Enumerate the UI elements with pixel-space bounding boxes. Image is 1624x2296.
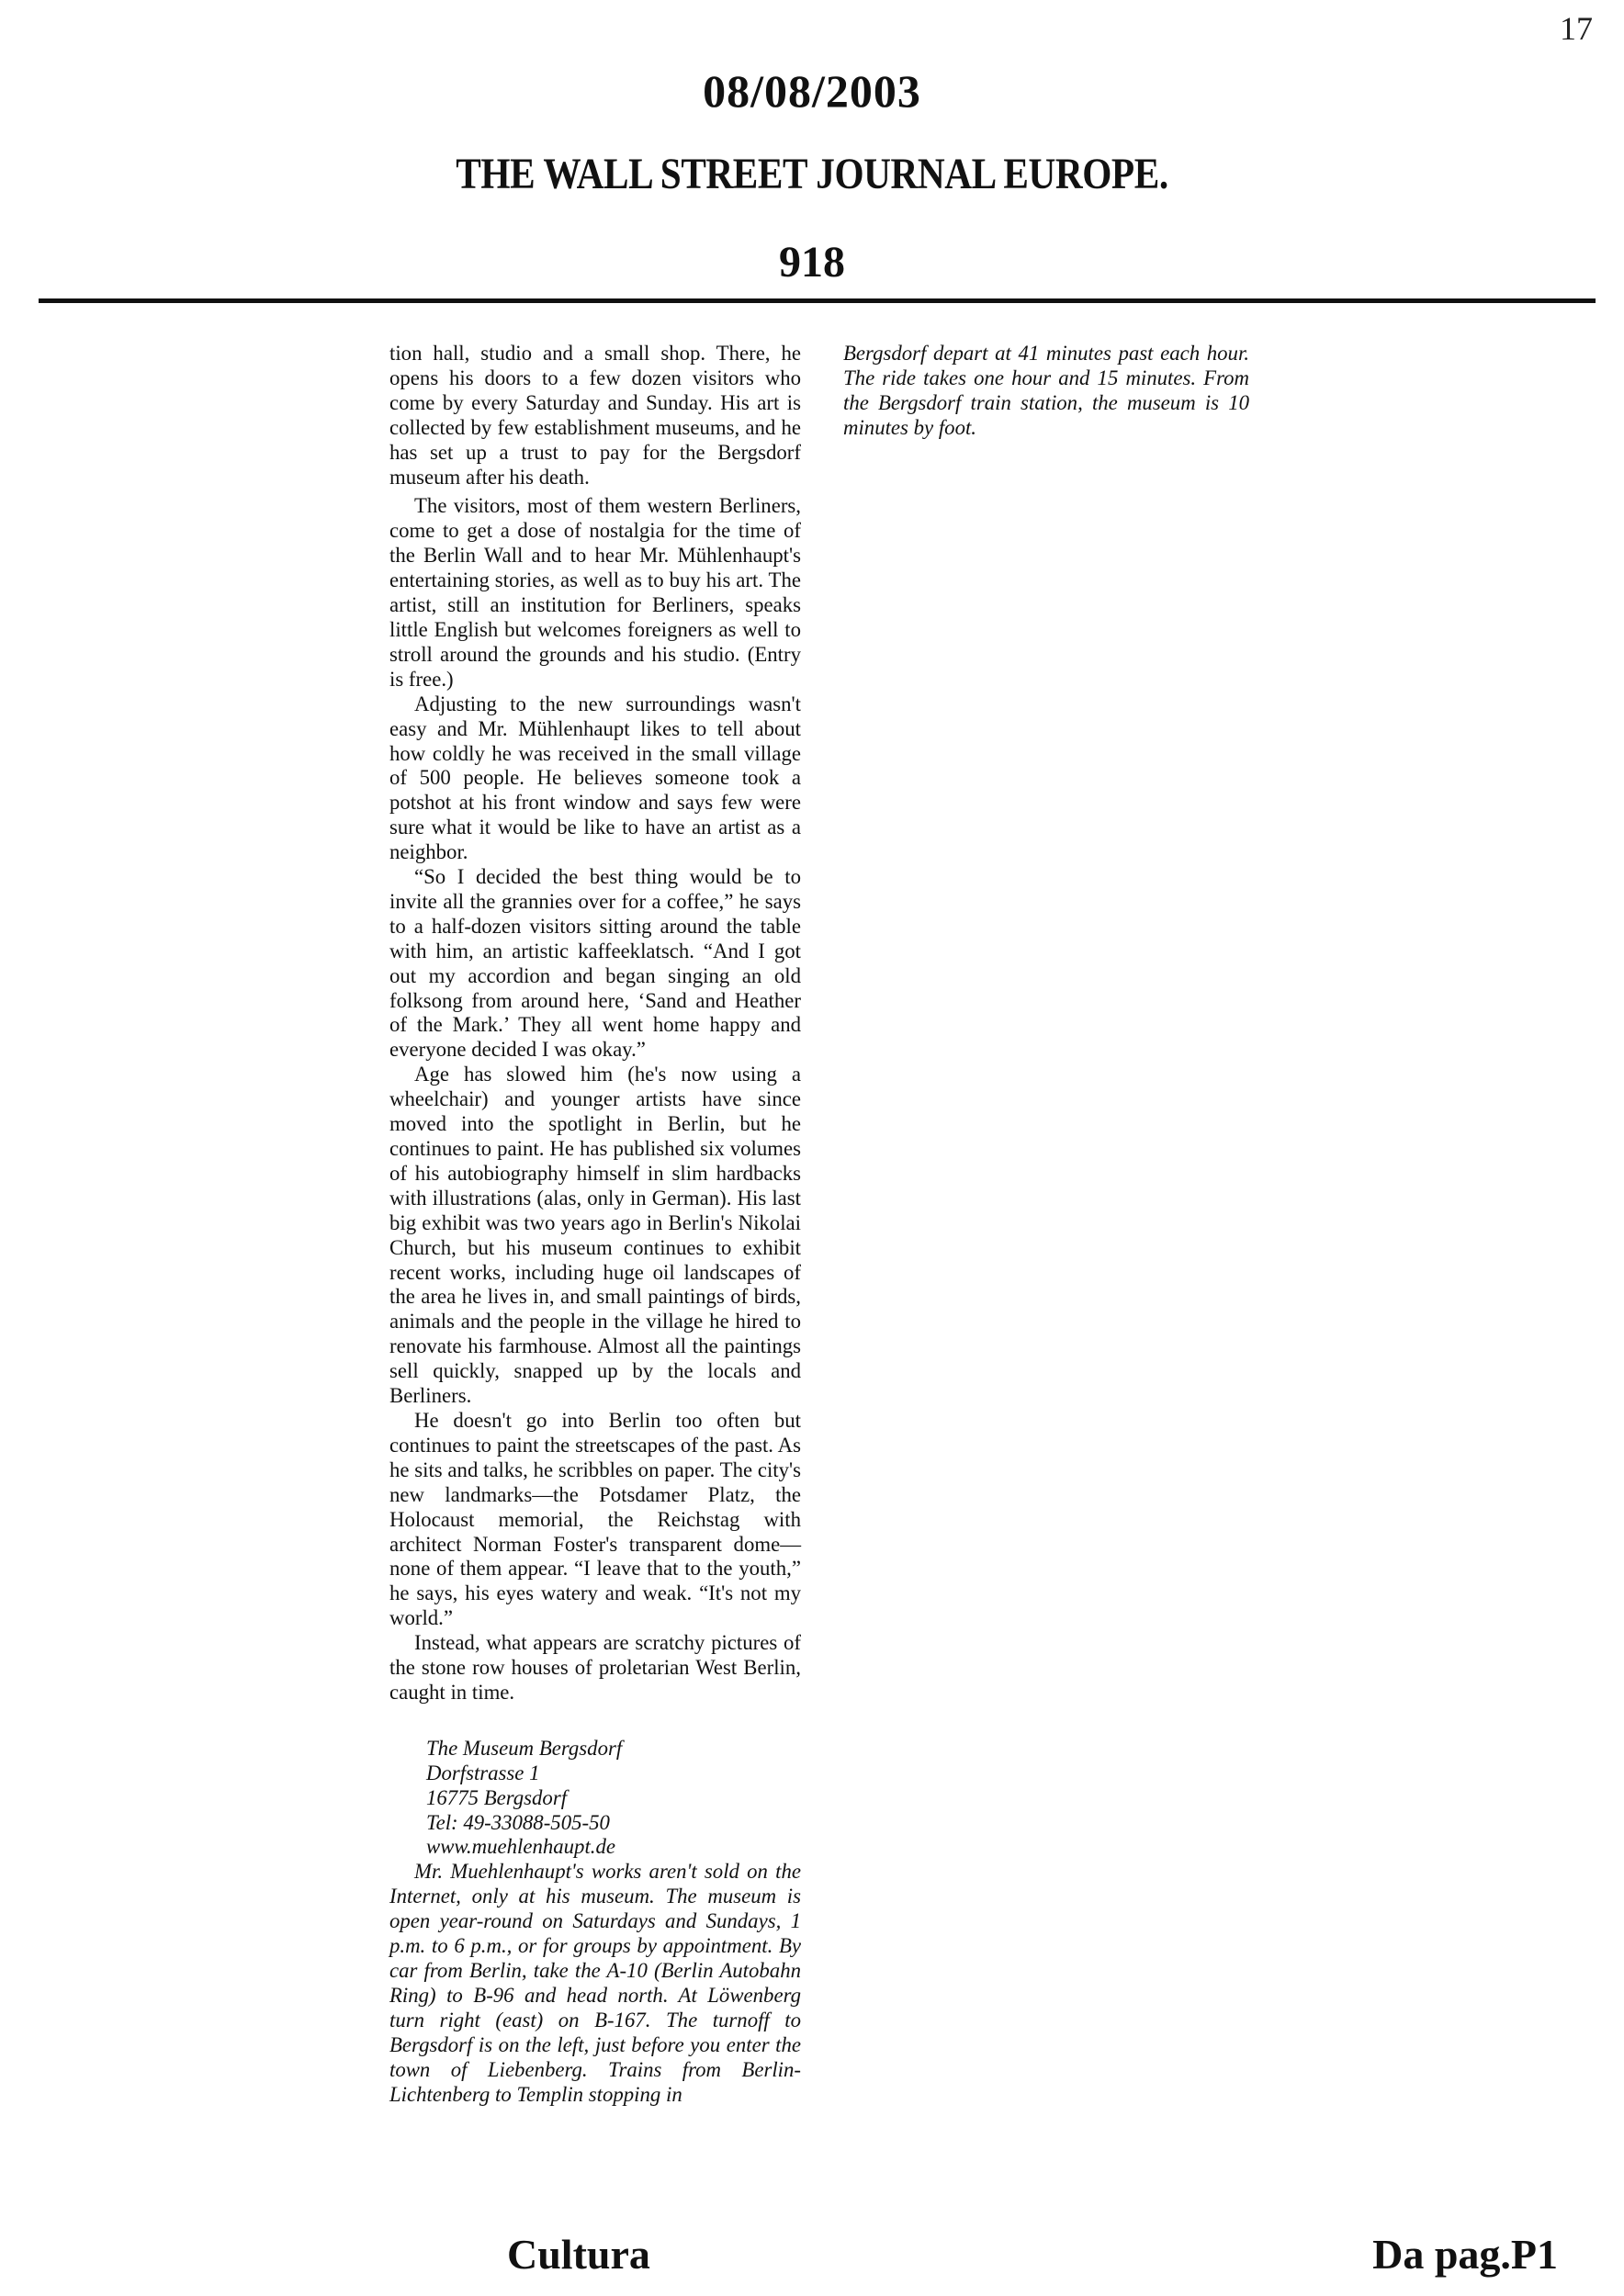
header-divider xyxy=(39,298,1596,303)
museum-address xyxy=(389,1737,801,1861)
visitor-info: Mr. Muehlenhaupt's works aren't sold on the Internet, only at his museum. The museum is open year-round on Saturdays and Sundays, 1 p.m. to 6 p.m., or for groups by appointment. By car from Berlin, take the A-10 (Berlin Autobahn Ring) to B-96 and head north. At Löwenberg turn right (east) on B-167. The turnoff to Bergsdorf is on the left, just before you enter the town of Liebenberg. Trains from Berlin-Lichtenberg to Templin stopping in xyxy=(389,1860,801,2106)
section-label: Cultura xyxy=(507,2231,650,2278)
article-paragraph: Instead, what appears are scratchy pictures of the stone row houses of proletarian West Berlin, caught in time. xyxy=(389,1631,801,1704)
museum-city: 16775 Bergsdorf xyxy=(426,1785,568,1809)
article-column-right xyxy=(843,342,1249,441)
page-reference: Da pag.P1 xyxy=(1372,2231,1558,2278)
museum-website: www.muehlenhaupt.de xyxy=(426,1835,615,1859)
museum-street: Dorfstrasse 1 xyxy=(426,1761,540,1784)
publication-date: 08/08/2003 xyxy=(703,65,921,117)
visitor-info-continued: Bergsdorf depart at 41 minutes past each hour. The ride takes one hour and 15 minutes. From the Bergsdorf train station, the museum is 10 minutes by foot. xyxy=(843,342,1249,439)
article-column-left xyxy=(389,342,801,2107)
publication-code: 918 xyxy=(779,238,845,287)
publication-name: THE WALL STREET JOURNAL EUROPE. xyxy=(456,150,1168,198)
museum-name: The Museum Bergsdorf xyxy=(426,1736,623,1760)
museum-phone: Tel: 49-33088-505-50 xyxy=(426,1810,610,1834)
article-paragraph: The visitors, most of them western Berliners, come to get a dose of nostalgia for the time of the Berlin Wall and to hear Mr. Mühlenhaupt's entertaining stories, as well as to buy his art. The artist, still an institution for Berliners, speaks little English but welcomes foreigners as well to stroll around the grounds and his studio. (Entry is free.) xyxy=(389,494,801,691)
article-paragraph: tion hall, studio and a small shop. There, he opens his doors to a few dozen visitors who come by every Saturday and Sunday. His art is collected by few establishment museums, and he has set up a trust to pay for the Bergsdorf museum after his death. xyxy=(389,342,801,489)
article-paragraph: Adjusting to the new surroundings wasn't easy and Mr. Mühlenhaupt likes to tell about how coldly he was received in the small village of 500 people. He believes someone took a potshot at his front window and says few were sure what it would be like to have an artist as a neighbor. xyxy=(389,692,801,864)
article-paragraph: “So I decided the best thing would be to invite all the grannies over for a coffee,” he says to a half-dozen visitors sitting around the table with him, an artistic kaffeeklatsch. “And I got out my accordion and began singing an old folksong from around here, ‘Sand and Heather of the Mark.’ They all went home happy and everyone decided I was okay.” xyxy=(389,865,801,1062)
article-paragraph: He doesn't go into Berlin too often but continues to paint the streetscapes of the past. As he sits and talks, he scribbles on paper. The city's new landmarks—the Potsdamer Platz, the Holocaust memorial, the Reichstag with architect Norman Foster's transparent dome—none of them appear. “I leave that to the youth,” he says, his eyes watery and weak. “It's not my world.” xyxy=(389,1408,801,1630)
page-number: 17 xyxy=(1560,10,1593,47)
article-paragraph: Age has slowed him (he's now using a wheelchair) and younger artists have since moved into the spotlight in Berlin, but he continues to paint. He has published six volumes of his autobiography himself in slim hardbacks with illustrations (alas, only in German). His last big exhibit was two years ago in Berlin's Nikolai Church, but his museum continues to exhibit recent works, including huge oil landscapes of the area he lives in, and small paintings of birds, animals and the people in the village he hired to renovate his farmhouse. Almost all the paintings sell quickly, snapped up by the locals and Berliners. xyxy=(389,1063,801,1408)
